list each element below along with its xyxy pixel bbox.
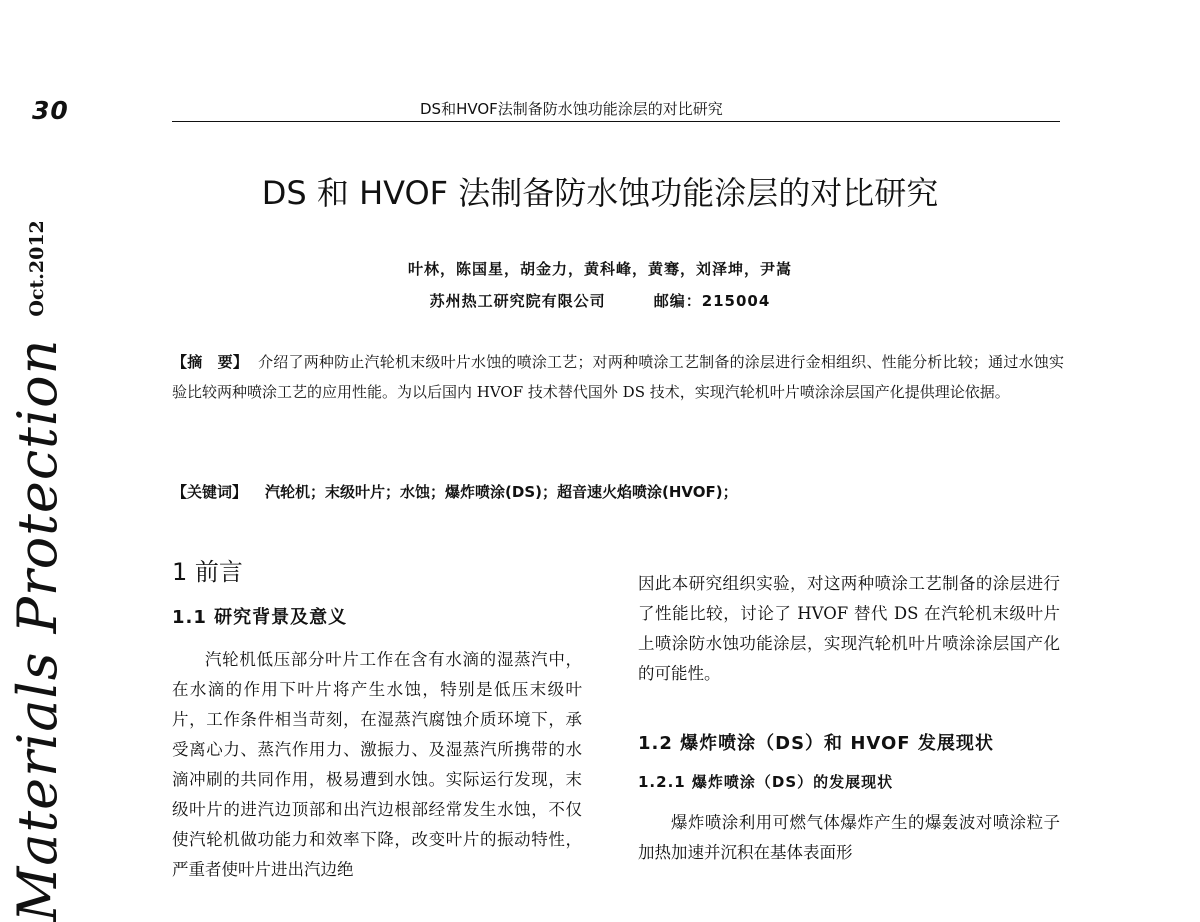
body-paragraph: 爆炸喷涂利用可燃气体爆炸产生的爆轰波对喷涂粒子加热加速并沉积在基体表面形 xyxy=(638,813,1060,862)
section-heading-1-1: 1.1 研究背景及意义 xyxy=(172,607,348,628)
keywords-label: 【关键词】 xyxy=(172,483,248,501)
affiliation-line xyxy=(0,290,1200,311)
section-heading-1: 1 前言 xyxy=(172,558,243,586)
paper-title: DS 和 HVOF 法制备防水蚀功能涂层的对比研究 xyxy=(261,174,939,212)
issue-date: Oct.2012 xyxy=(26,220,48,317)
journal-name: Materials Protection xyxy=(5,338,69,922)
journal-sidebar xyxy=(2,220,72,922)
left-column xyxy=(172,552,582,885)
section-heading-1-2: 1.2 爆炸喷涂（DS）和 HVOF 发展现状 xyxy=(638,733,994,754)
abstract-label: 【摘 要】 xyxy=(172,353,249,371)
abstract-text: 介绍了两种防止汽轮机末级叶片水蚀的喷涂工艺；对两种喷涂工艺制备的涂层进行金相组织、性能分析比较；通过水蚀实验比较两种喷涂工艺的应用性能。为以后国内 HVOF 技术替代国外 DS 技术，实现汽轮机叶片喷涂涂层国产化提供理论依据。 xyxy=(172,353,1064,401)
body-paragraph: 因此本研究组织实验，对这两种喷涂工艺制备的涂层进行了性能比较，讨论了 HVOF 替代 DS 在汽轮机末级叶片上喷涂防水蚀功能涂层，实现汽轮机叶片喷涂涂层国产化的可能性。 xyxy=(638,574,1060,683)
keywords-text: 汽轮机；末级叶片；水蚀；爆炸喷涂(DS)；超音速火焰喷涂(HVOF)； xyxy=(265,483,738,501)
body-paragraph: 汽轮机低压部分叶片工作在含有水滴的湿蒸汽中，在水滴的作用下叶片将产生水蚀，特别是低压末级叶片，工作条件相当苛刻，在湿蒸汽腐蚀介质环境下，承受离心力、蒸汽作用力、激振力、及湿蒸汽所携带的水滴冲刷的共同作用，极易遭到水蚀。实际运行发现，末级叶片的进汽边顶部和出汽边根部经常发生水蚀，不仅使汽轮机做功能力和效率下降，改变叶片的振动特性，严重者使叶片进出汽边绝 xyxy=(172,650,582,879)
page-number: 30 xyxy=(32,96,69,125)
affiliation: 苏州热工研究院有限公司 xyxy=(429,292,606,310)
header-rule xyxy=(172,121,1060,122)
keywords xyxy=(172,481,1064,502)
right-column xyxy=(638,569,1060,868)
section-heading-1-2-1: 1.2.1 爆炸喷涂（DS）的发展现状 xyxy=(638,773,894,791)
abstract xyxy=(172,347,1064,407)
running-header-title: DS和HVOF法制备防水蚀功能涂层的对比研究 xyxy=(420,100,723,118)
author-list: 叶林，陈国星，胡金力，黄科峰，黄骞，刘泽坤，尹嵩 xyxy=(407,260,792,278)
postcode: 邮编：215004 xyxy=(653,292,771,310)
